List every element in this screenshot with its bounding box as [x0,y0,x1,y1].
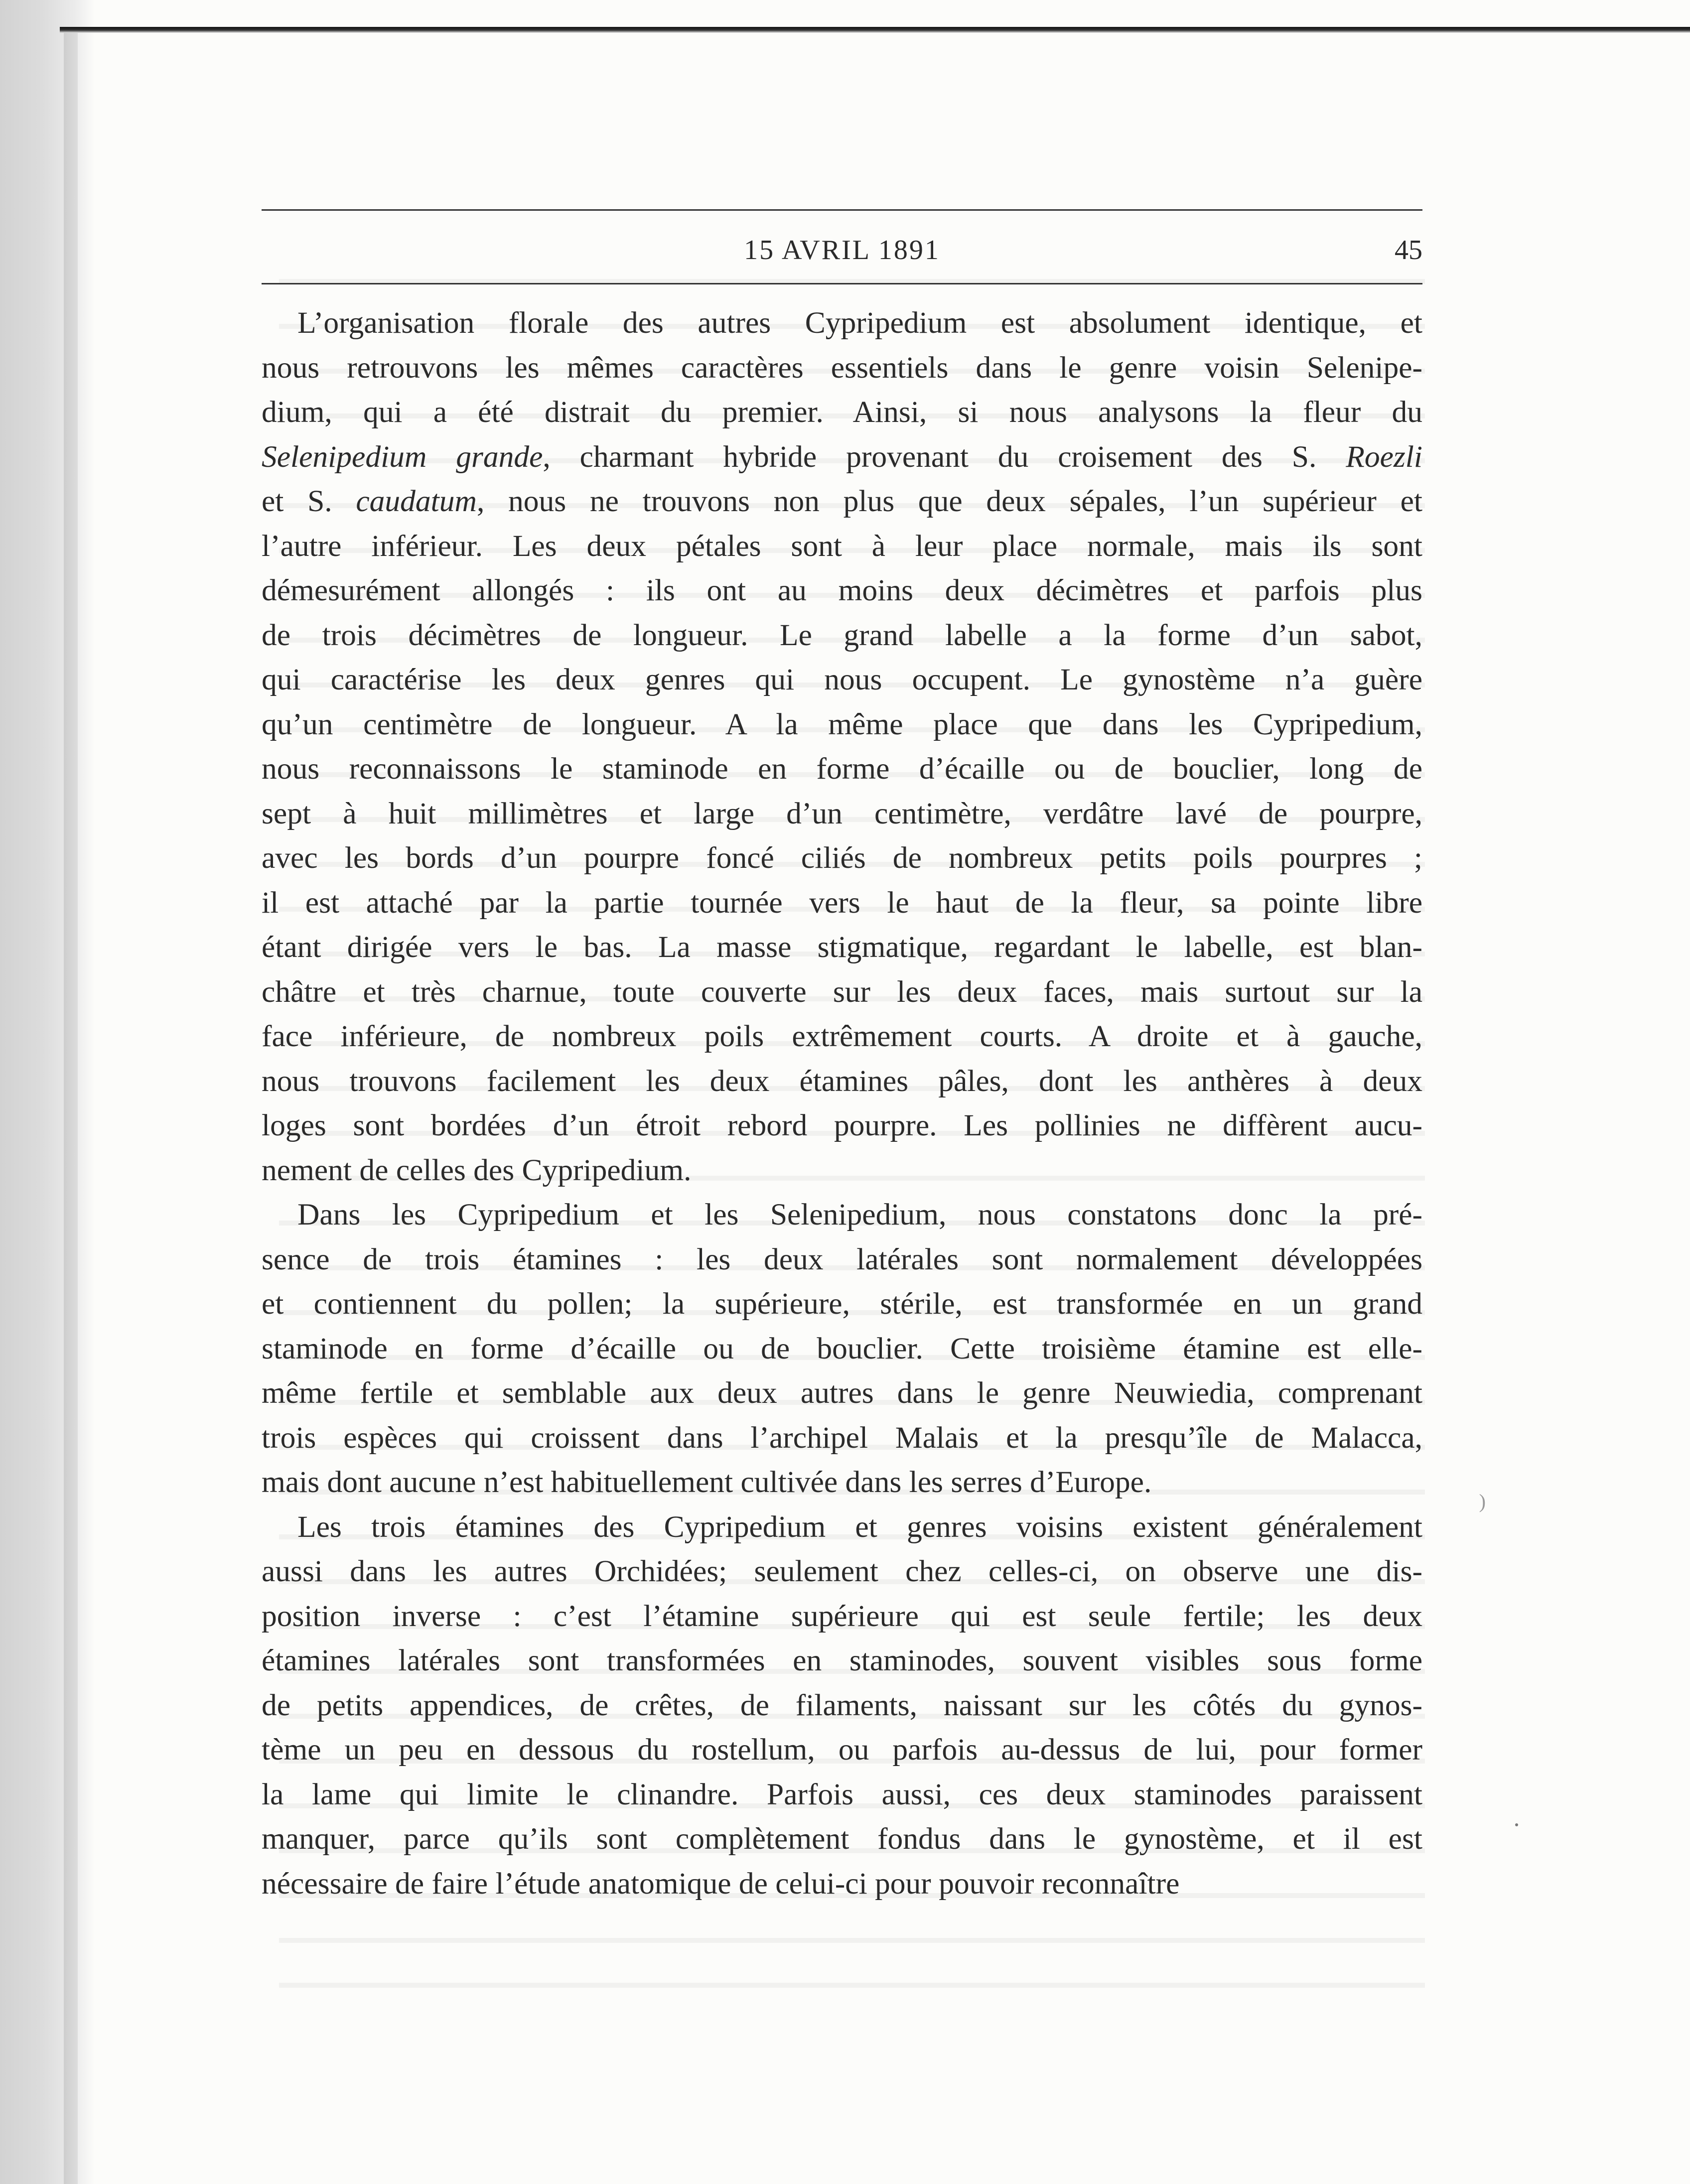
text-line: l’autre inférieur. Les deux pétales sont à leur place normale, mais ils sont [262,529,1422,563]
text-line: mais dont aucune n’est habituellement cultivée dans les serres d’Europe. [262,1465,1152,1499]
italic-term: Selenipedium grande [262,439,543,474]
header-rule-top [262,209,1422,211]
text-line: nous trouvons facilement les deux étamines pâles, dont les anthères à deux [262,1064,1422,1098]
text-line: qu’un centimètre de longueur. A la même place que dans les Cypripedium, [262,707,1422,741]
text-line: étant dirigée vers le bas. La masse stigmatique, regardant le labelle, est blan- [262,930,1422,964]
italic-term: Roezli [1346,439,1422,474]
text-line: la lame qui limite le clinandre. Parfois aussi, ces deux staminodes paraissent [262,1777,1422,1811]
header-rule-bottom [262,283,1422,284]
text-line: position inverse : c’est l’étamine supérieure qui est seule fertile; les deux [262,1599,1422,1633]
text-line: manquer, parce qu’ils sont complètement fondus dans le gynostème, et il est [262,1822,1422,1856]
text-line: nécessaire de faire l’étude anatomique de celui-ci pour pouvoir reconnaître [262,1866,1180,1901]
text-line: étamines latérales sont transformées en staminodes, souvent visibles sous forme [262,1643,1422,1677]
text-line: staminode en forme d’écaille ou de bouclier. Cette troisième étamine est elle- [262,1331,1422,1365]
text-line: nous reconnaissons le staminode en forme d’écaille ou de bouclier, long de [262,752,1422,786]
text-line: tème un peu en dessous du rostellum, ou parfois au-dessus de lui, pour former [262,1733,1422,1767]
text-line: avec les bords d’un pourpre foncé ciliés de nombreux petits poils pourpres ; [262,841,1422,875]
stray-mark: ) [1479,1490,1486,1512]
text-line: il est attaché par la partie tournée vers le haut de la fleur, sa pointe libre [262,885,1422,920]
text-line: qui caractérise les deux genres qui nous occupent. Le gynostème n’a guère [262,663,1422,696]
running-title: 15 AVRIL 1891 [744,235,940,266]
text-line: aussi dans les autres Orchidées; seulement chez celles-ci, on observe une dis- [262,1554,1422,1588]
text-line: et contiennent du pollen; la supérieure, stérile, est transformée en un grand [262,1287,1422,1321]
text-line: nous retrouvons les mêmes caractères essentiels dans le genre voisin Selenipe- [262,350,1422,385]
paragraph-3 [262,1505,1422,1907]
text-line: Les trois étamines des Cypripedium et genres voisins existent généralement [297,1509,1422,1544]
text-line: dium, qui a été distrait du premier. Ainsi, si nous analysons la fleur du [262,395,1422,429]
paragraph-2 [262,1193,1422,1505]
spine-edge [64,30,78,2184]
text-line: châtre et très charnue, toute couverte sur les deux faces, mais surtout sur la [262,974,1422,1009]
ink-speck [1515,1823,1518,1826]
text-line: sept à huit millimètres et large d’un centimètre, verdâtre lavé de pourpre, [262,796,1422,830]
text-line: de petits appendices, de crêtes, de filaments, naissant sur les côtés du gynos- [262,1688,1422,1722]
text-line: de trois décimètres de longueur. Le grand labelle a la forme d’un sabot, [262,618,1422,652]
page-number: 45 [1395,235,1422,266]
text-line: loges sont bordées d’un étroit rebord pourpre. Les pollinies ne diffèrent aucu- [262,1108,1422,1142]
text-line: trois espèces qui croissent dans l’archipel Malais et la presqu’île de Malacca, [262,1420,1422,1455]
text-line: même fertile et semblable aux deux autres dans le genre Neuwiedia, comprenant [262,1376,1422,1410]
body-text [262,301,1422,1906]
text-line: L’organisation florale des autres Cypripedium est absolument identique, et [297,306,1422,340]
text-line: Selenipedium grande, charmant hybride provenant du croisement des S. Roezli [262,439,1422,474]
text-line: et S. caudatum, nous ne trouvons non plus que deux sépales, l’un supérieur et [262,484,1422,518]
running-header [262,209,1422,289]
page-content [262,209,1422,1906]
italic-term: caudatum [356,484,477,518]
text-line: sence de trois étamines : les deux latérales sont normalement développées [262,1242,1422,1276]
text-line: nement de celles des Cypripedium. [262,1153,692,1187]
binding-shadow [0,0,95,2184]
paragraph-1 [262,301,1422,1193]
text-line: face inférieure, de nombreux poils extrêmement courts. A droite et à gauche, [262,1019,1422,1053]
text-line: Dans les Cypripedium et les Selenipedium, nous constatons donc la pré- [297,1198,1422,1231]
text-line: démesurément allongés : ils ont au moins deux décimètres et parfois plus [262,573,1422,607]
page-top-edge [60,27,1690,33]
